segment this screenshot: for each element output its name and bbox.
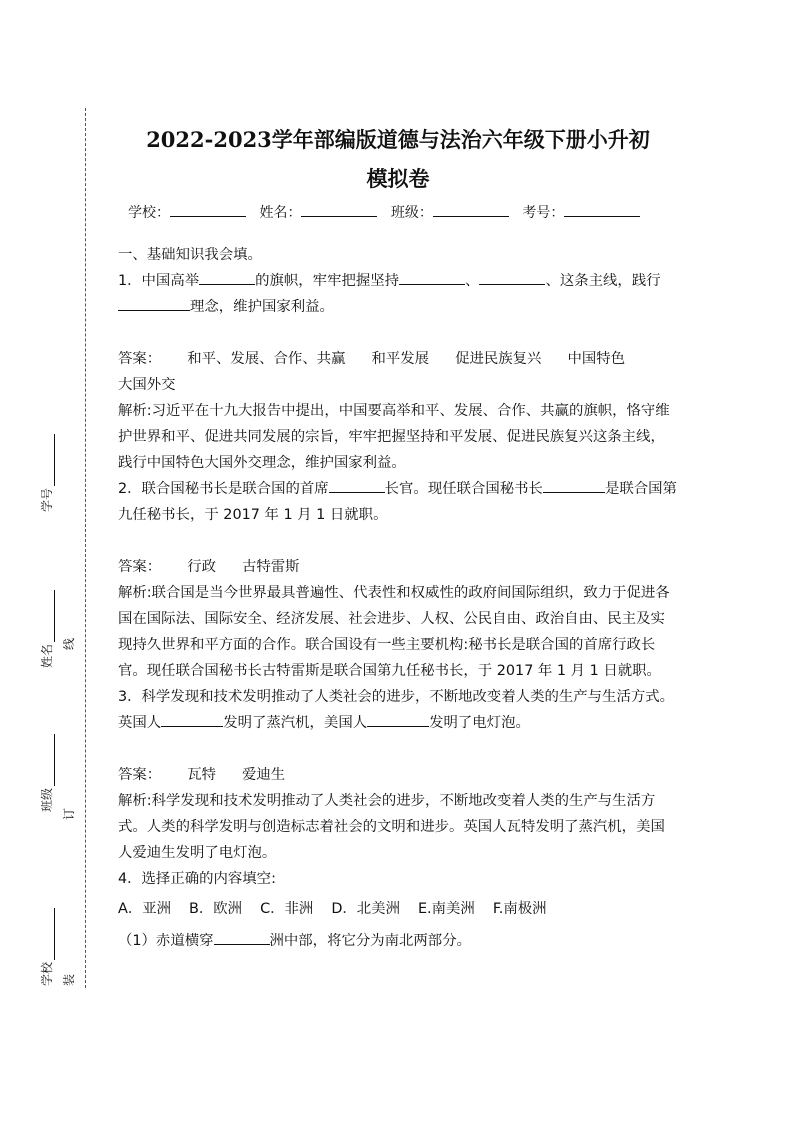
choice-list: [118, 896, 678, 922]
question-3: 3．科学发现和技术发明推动了人类社会的进步，不断地改变着人类的生产与生活方式。英国人 发明了蒸汽机，美国人 发明了电灯泡。: [118, 689, 675, 731]
section-heading: 一、基础知识我会填。: [118, 247, 262, 263]
side-number-label: 学号: [38, 434, 55, 512]
choice-e: E.南美洲: [417, 901, 475, 917]
spacer: [118, 736, 678, 762]
answer-1: 答案： 和平、发展、合作、共赢 和平发展 促进民族复兴 中国特色 大国外交: [118, 351, 626, 393]
choice-d: D．北美洲: [331, 901, 400, 917]
student-info-row: [128, 202, 649, 222]
class-field: 班级：: [391, 202, 509, 222]
q3-blank-1[interactable]: [161, 711, 223, 727]
q1-blank-3[interactable]: [479, 269, 545, 285]
question-4-1: （1）赤道横穿 洲中部，将它分为南北两部分。: [118, 928, 678, 954]
name-blank[interactable]: [301, 202, 377, 217]
page-title-line1: 2022-2023学年部编版道德与法治六年级下册小升初: [146, 127, 650, 152]
number-blank[interactable]: [564, 202, 640, 217]
q1-blank-4[interactable]: [118, 295, 190, 311]
side-class-blank[interactable]: [42, 734, 55, 786]
q4-1-blank[interactable]: [214, 929, 270, 945]
spacer: [118, 528, 678, 554]
answer-3: 答案： 瓦特 爱迪生: [118, 767, 286, 783]
question-1: 1．中国高举 的旗帜，牢牢把握坚持 、 、这条主线，践行理念，维护国家利益。: [118, 268, 678, 320]
exam-content: [118, 242, 678, 954]
side-xian-mark: 线: [62, 637, 76, 650]
explanation-2: 解析:联合国是当今世界最具普遍性、代表性和权威性的政府间国际组织，致力于促进各国在国际法、国际安全、经济发展、社会进步、人权、公民自由、政治自由、民主及实现持久世界和平方面的合作。联合国设有一些主要机构:秘书长是联合国的首席行政长官。现任联合国秘书长古特雷斯是联合国第九任秘书长，于 2017 年 1 月 1 日就职。: [118, 585, 670, 679]
page-title-line2: 模拟卷: [366, 166, 430, 191]
q2-blank-1[interactable]: [329, 477, 385, 493]
answer-2: 答案： 行政 古特雷斯: [118, 559, 300, 575]
question-4: 4．选择正确的内容填空:: [118, 871, 276, 887]
q1-blank-2[interactable]: [399, 269, 465, 285]
q1-blank-1[interactable]: [199, 269, 255, 285]
side-ding-mark: 订: [62, 807, 76, 820]
name-field: 姓名：: [259, 202, 377, 222]
question-2: 2．联合国秘书长是联合国的首席 长官。现任联合国秘书长 是联合国第九任秘书长，于 2017 年 1 月 1 日就职。: [118, 476, 678, 528]
side-zhuang-mark: 装: [62, 973, 76, 986]
side-name-label: 姓名: [38, 590, 55, 668]
choice-a: A．亚洲: [118, 901, 172, 917]
choice-f: F.南极洲: [492, 901, 547, 917]
side-number-blank[interactable]: [42, 434, 55, 486]
school-field: 学校：: [128, 202, 246, 222]
explanation-3: 解析:科学发现和技术发明推动了人类社会的进步，不断地改变着人类的生产与生活方式。人类的科学发明与创造标志着社会的文明和进步。英国人瓦特发明了蒸汽机，美国人爱迪生发明了电灯泡。: [118, 793, 665, 861]
choice-c: C．非洲: [260, 901, 314, 917]
number-field: 考号：: [522, 202, 640, 222]
q2-blank-2[interactable]: [543, 477, 605, 493]
side-class-label: 班级: [38, 734, 55, 812]
q3-blank-2[interactable]: [367, 711, 429, 727]
binding-dashed-line: [85, 108, 86, 988]
spacer: [118, 320, 678, 346]
side-name-blank[interactable]: [42, 590, 55, 642]
side-school-blank[interactable]: [42, 908, 55, 960]
side-school-label: 学校: [38, 908, 55, 986]
explanation-1: 解析:习近平在十九大报告中提出，中国要高举和平、发展、合作、共赢的旗帜，恪守维护世界和平、促进共同发展的宗旨，牢牢把握坚持和平发展、促进民族复兴这条主线，践行中国特色大国外交理念，维护国家利益。: [118, 403, 670, 471]
school-blank[interactable]: [170, 202, 246, 217]
class-blank[interactable]: [433, 202, 509, 217]
choice-b: B．欧洲: [189, 901, 243, 917]
